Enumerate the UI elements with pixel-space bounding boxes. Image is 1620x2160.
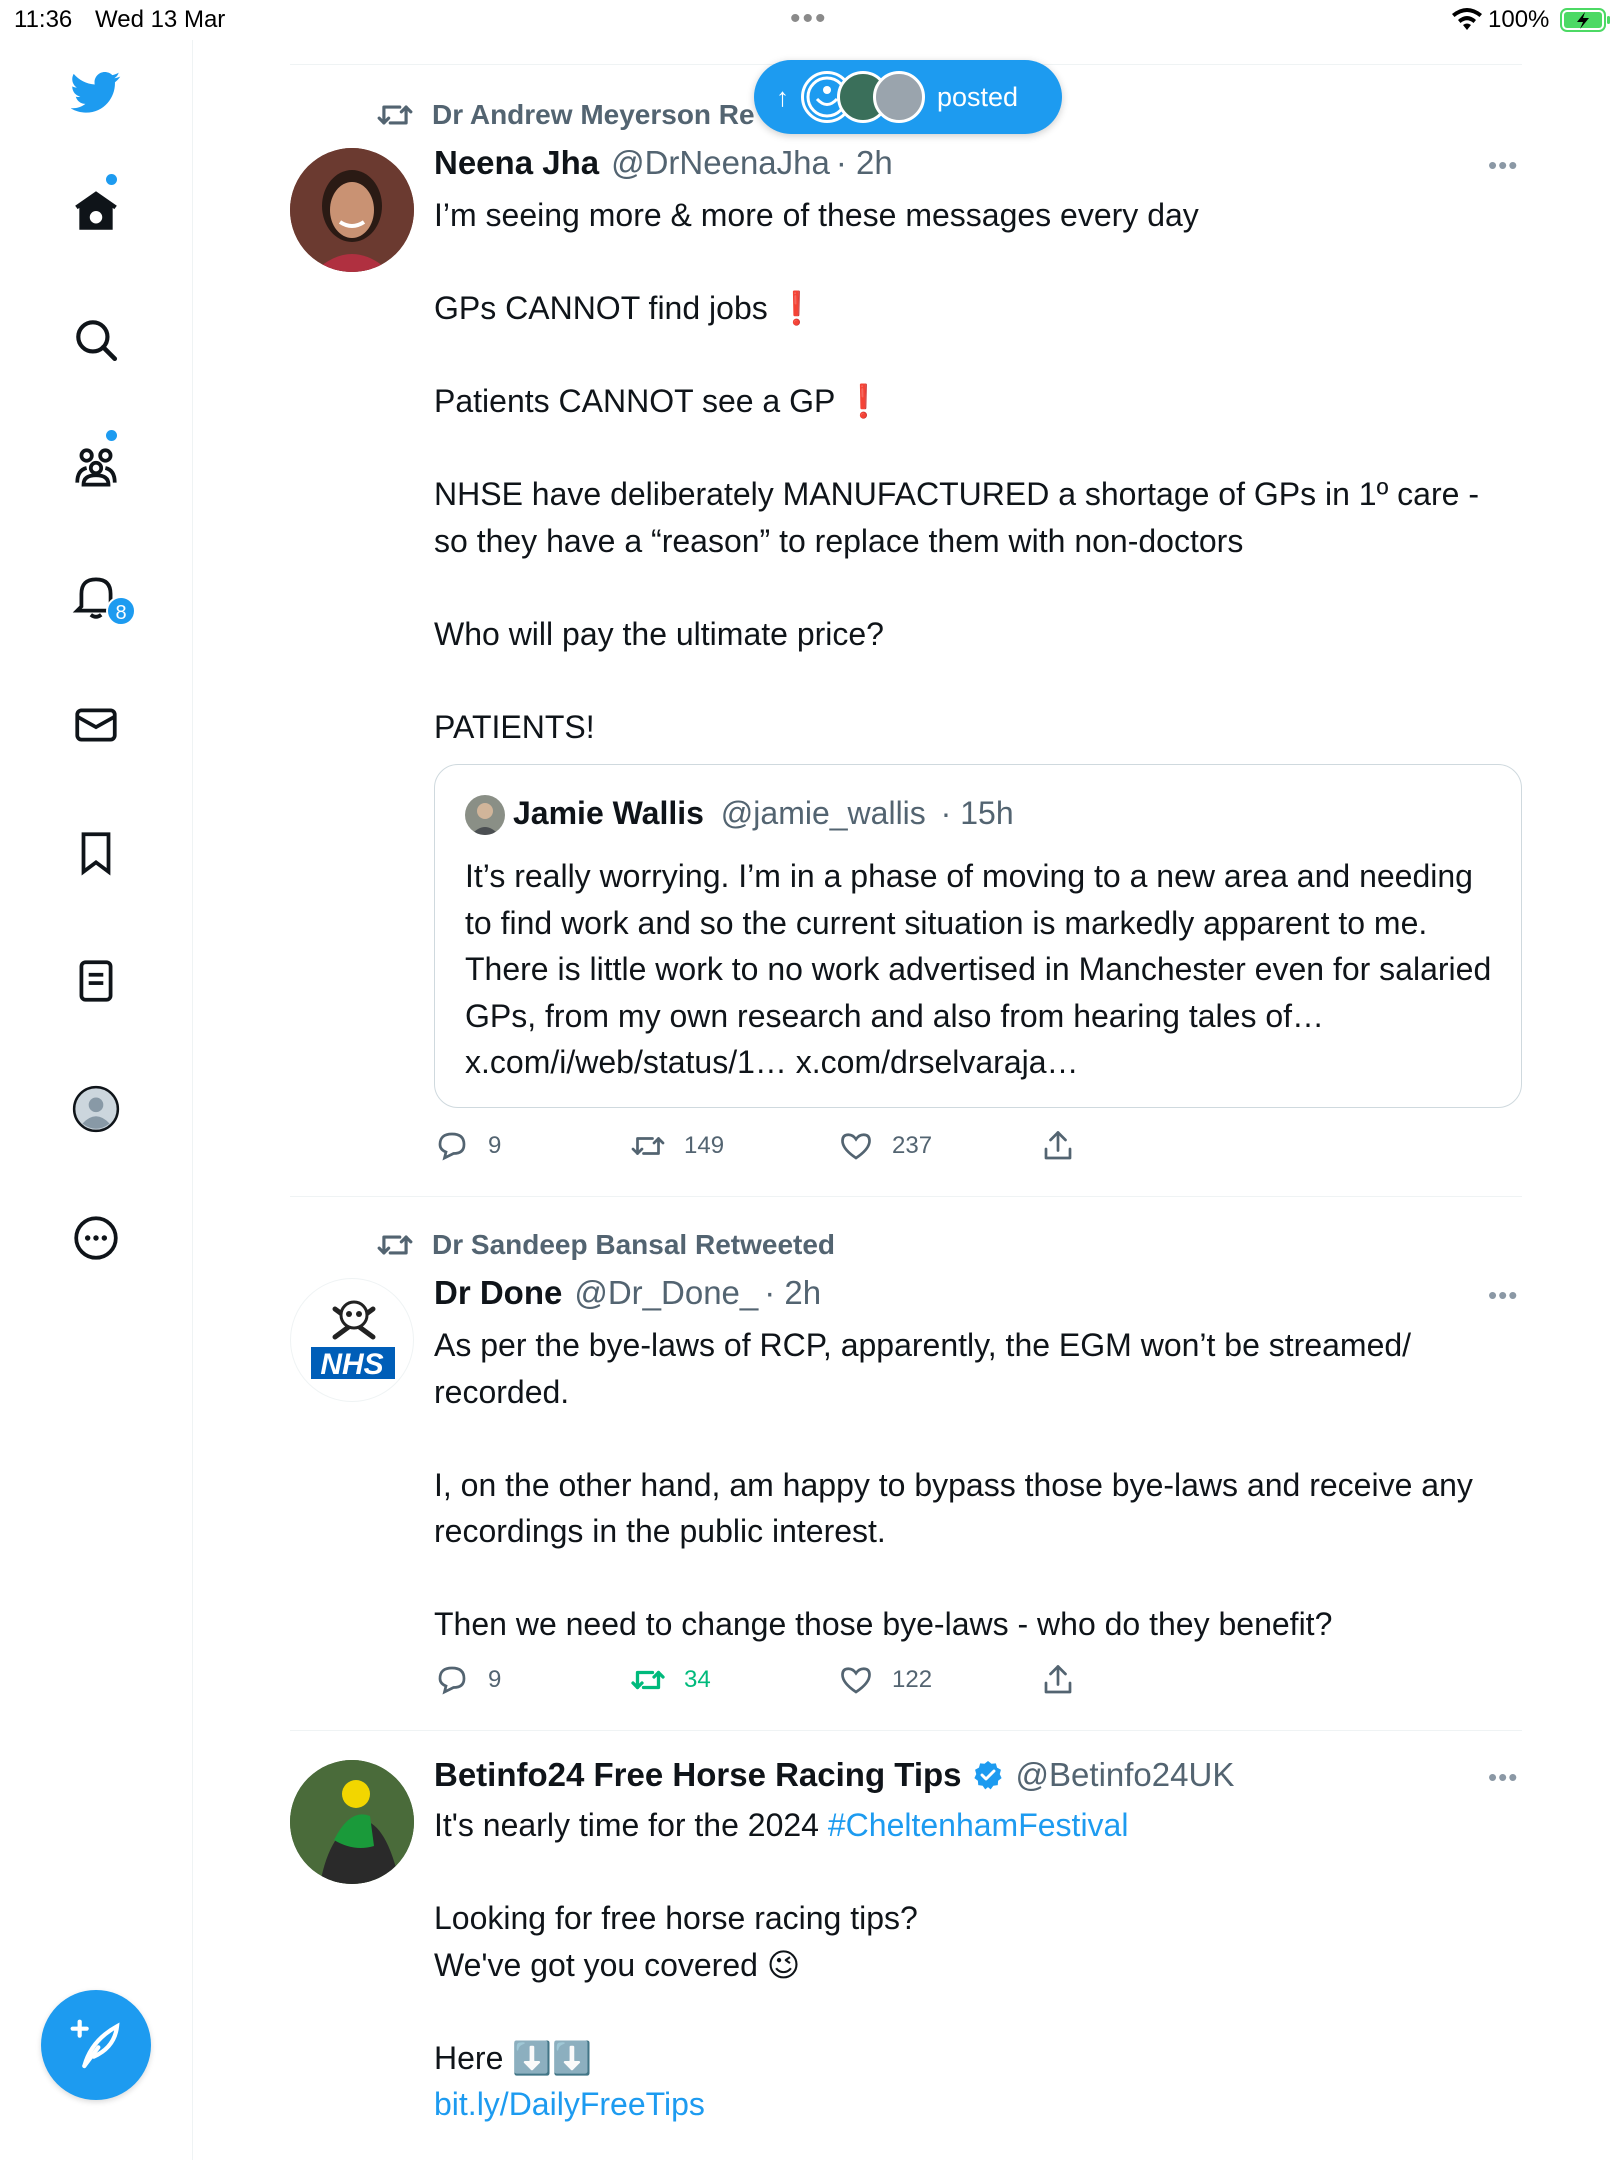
tweet-line-text: It's nearly time for the 2024 [434,1807,828,1843]
tweet-line: Looking for free horse racing tips? [434,1900,918,1936]
tweet-line: Then we need to change those bye-laws - who do they benefit? [434,1606,1333,1642]
tweet-line: I’m seeing more & more of these messages every day [434,197,1199,233]
tweet-header [434,1756,1234,1794]
tweet-line: Here ⬇️⬇️ [434,2039,592,2076]
retweet-icon [630,1128,666,1164]
arrow-up-icon: ↑ [776,81,789,112]
tweet-line: PATIENTS! [434,708,595,745]
avatar[interactable] [290,1278,414,1402]
heart-icon [838,1662,874,1698]
reply-icon [434,1662,470,1698]
tweet-line: GPs CANNOT find jobs ❗ [434,290,817,326]
compose-button[interactable] [41,1990,151,2100]
profile-icon[interactable] [66,1079,126,1139]
like-count: 237 [892,1132,933,1159]
hashtag-link[interactable]: #CheltenhamFestival [827,1807,1129,1843]
pill-avatars [801,71,925,123]
tweet-link[interactable]: bit.ly/DailyFreeTips [434,2086,705,2122]
notifications-badge: 8 [106,596,136,626]
communities-icon[interactable] [66,438,126,498]
like-count: 122 [892,1666,933,1693]
retweeted-by: Dr Sandeep Bansal Retweeted [432,1229,836,1260]
status-time: 11:36 [14,6,73,33]
retweet-icon [376,1226,414,1264]
battery-charging-icon [1560,8,1612,32]
verified-badge-icon [972,1759,1004,1791]
retweeted-by: Dr Andrew Meyerson Re [432,99,755,130]
tweet-text [434,192,1514,750]
retweet-count: 34 [684,1666,711,1693]
tweet-more-button[interactable]: ••• [1488,1280,1519,1310]
tweet-text [434,1322,1514,1648]
home-icon[interactable] [66,181,126,241]
share-button[interactable] [1040,1128,1094,1164]
author-name[interactable]: Dr Done [434,1274,563,1311]
tweet-time[interactable]: · 2h [835,144,893,181]
retweet-context[interactable] [376,96,755,134]
reply-button[interactable] [434,1662,501,1698]
retweet-button[interactable] [630,1662,711,1698]
new-posts-pill[interactable] [754,60,1062,134]
avatar [465,795,505,835]
mail-icon[interactable] [66,695,126,755]
home-unread-dot [106,174,117,185]
retweet-button[interactable] [630,1128,724,1164]
tweet-time[interactable]: · 2h [764,1274,822,1311]
author-name[interactable]: Betinfo24 Free Horse Racing Tips [434,1756,962,1793]
tweet-line: I, on the other hand, am happy to bypass those bye-laws and receive any recordings in the public interest. [434,1466,1473,1549]
bookmark-icon[interactable] [66,823,126,883]
retweet-context[interactable] [376,1226,835,1264]
more-icon[interactable] [66,1208,126,1268]
new-posts-label: posted [937,81,1019,112]
share-button[interactable] [1040,1662,1094,1698]
tweet-text [434,1802,1514,2128]
status-date: Wed 13 Mar [95,6,226,33]
avatar [873,71,925,123]
multitasking-dots-icon[interactable]: ••• [790,2,828,35]
tweet-more-button[interactable]: ••• [1488,150,1519,180]
quoted-tweet[interactable] [434,764,1522,1108]
like-button[interactable] [838,1662,932,1698]
heart-icon [838,1128,874,1164]
tweet-divider [290,1196,1522,1197]
author-name[interactable]: Neena Jha [434,144,600,181]
avatar[interactable] [290,1760,414,1884]
sidebar [0,40,193,2160]
retweet-count: 149 [684,1132,725,1159]
reply-count: 9 [488,1132,502,1159]
tweet-more-button[interactable]: ••• [1488,1762,1519,1792]
quote-header [513,795,1014,832]
reply-count: 9 [488,1666,502,1693]
tweet-header [434,144,893,182]
share-icon [1040,1662,1076,1698]
retweet-icon [376,96,414,134]
reply-icon [434,1128,470,1164]
tweet-actions [434,1128,1084,1168]
avatar-nhs-text: NHS [320,1348,384,1381]
author-handle[interactable]: @Betinfo24UK [1015,1756,1235,1793]
search-icon[interactable] [66,310,126,370]
tweet-actions [434,1662,1084,1702]
quote-text: It’s really worrying. I’m in a phase of moving to a new area and needing to find work and so the current situation is markedly apparent to me. There is little work to no work advertised in Manchester even for salaried GPs, from my own research and also from hearing tales of… x.com/i/web/status/1… x.com/drselvaraja… [465,858,1492,1080]
compose-icon [68,2017,124,2073]
wifi-icon [1450,6,1484,32]
avatar[interactable] [290,148,414,272]
quote-author-name: Jamie Wallis [513,795,704,831]
battery-percent: 100% [1488,6,1550,33]
communities-unread-dot [106,430,117,441]
like-button[interactable] [838,1128,932,1164]
tweet-line: Who will pay the ultimate price? [434,615,884,652]
retweet-icon [630,1662,666,1698]
list-icon[interactable] [66,951,126,1011]
twitter-logo-icon[interactable] [66,62,126,122]
tweet-header [434,1274,821,1312]
tweet-line: NHSE have deliberately MANUFACTURED a shortage of GPs in 1º care - so they have a “reason” to replace them with non-doctors [434,476,1479,559]
author-handle[interactable]: @Dr_Done_ [574,1274,759,1311]
tweet-line: As per the bye-laws of RCP, apparently, the EGM won’t be streamed/ recorded. [434,1327,1412,1410]
tweet-divider [290,1730,1522,1731]
reply-button[interactable] [434,1128,501,1164]
tweet-line: Patients CANNOT see a GP ❗ [434,383,884,419]
tweet-line: We've got you covered 😉 [434,1946,801,1983]
quote-time: · 15h [940,795,1014,831]
skull-crossbones-icon [291,1279,414,1402]
share-icon [1040,1128,1076,1164]
quote-author-handle: @jamie_wallis [720,795,926,831]
status-bar [0,0,1620,40]
author-handle[interactable]: @DrNeenaJha [611,144,830,181]
tweet-line [434,1802,1514,1849]
